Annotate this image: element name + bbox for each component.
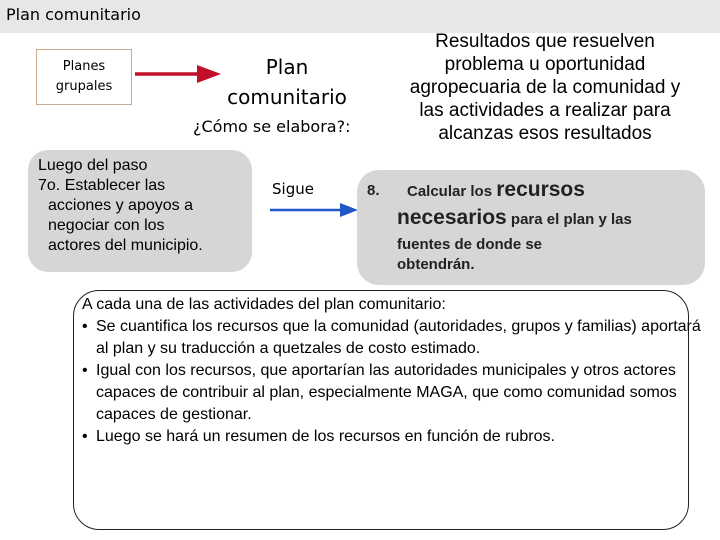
result-line-3: agropecuaria de la comunidad y [409, 77, 681, 98]
list-item [82, 316, 712, 360]
step-8-recursos: recursos [496, 178, 585, 201]
list-item-text: Igual con los recursos, que aportarían las autoridades municipales y otros actores capaces de contribuir al plan, especialmente MAGA, que como comunidad somos capaces de gestionar. [96, 362, 677, 423]
list-item-text: Luego se hará un resumen de los recursos en función de rubros. [96, 428, 555, 445]
step-8-line-3: fuentes de donde se [397, 236, 543, 253]
list-item-text: Se cuantifica los recursos que la comunidad (autoridades, grupos y familias) aportará al plan y su traducción a quetzales de costo estimado. [96, 318, 701, 357]
list-item [82, 360, 712, 426]
como-se-elabora-label: ¿Cómo se elabora?: [193, 117, 351, 136]
planes-box-line-2: grupales [55, 79, 113, 94]
luego-line-4: negociar con los [48, 217, 165, 234]
list-item [82, 426, 712, 448]
luego-line-3: acciones y apoyos a [48, 197, 193, 214]
plan-title-line-1: Plan [265, 55, 309, 79]
step-8-para-plan: para el plan y las [510, 211, 632, 228]
plan-title-line-2: comunitario [227, 85, 347, 109]
arrow-right-blue-icon [268, 200, 360, 220]
plan-comunitario-title [222, 52, 352, 112]
result-line-2: problema u oportunidad [444, 54, 646, 75]
step-8-line-4: obtendrán. [397, 256, 475, 273]
step-8-calcular: Calcular los [407, 183, 493, 200]
step-8-line-1 [407, 178, 585, 202]
bullet-icon: • [82, 318, 88, 335]
result-line-1: Resultados que resuelven [435, 31, 655, 52]
step-number: 8. [367, 182, 380, 199]
step-8-line-2 [397, 206, 632, 230]
luego-line-1: Luego del paso [38, 157, 148, 174]
luego-line-5: actores del municipio. [48, 237, 203, 254]
sigue-label: Sigue [272, 180, 314, 198]
step-8-necesarios: necesarios [397, 206, 507, 229]
activities-text [82, 294, 712, 448]
bullet-icon: • [82, 428, 88, 445]
arrow-right-red-icon [133, 62, 223, 86]
result-line-5: alcanzas esos resultados [438, 123, 652, 144]
result-line-4: las actividades a realizar para [419, 100, 671, 121]
luego-line-2: 7o. Establecer las [38, 177, 166, 194]
slide-title: Plan comunitario [6, 5, 141, 24]
step-8-box [357, 170, 705, 285]
title-bar [0, 0, 720, 33]
planes-grupales-box [36, 49, 132, 105]
planes-box-line-1: Planes [62, 59, 106, 74]
result-description [372, 30, 718, 145]
luego-del-paso-box [28, 150, 252, 272]
bullet-icon: • [82, 362, 88, 379]
activities-intro: A cada una de las actividades del plan comunitario: [82, 296, 446, 313]
